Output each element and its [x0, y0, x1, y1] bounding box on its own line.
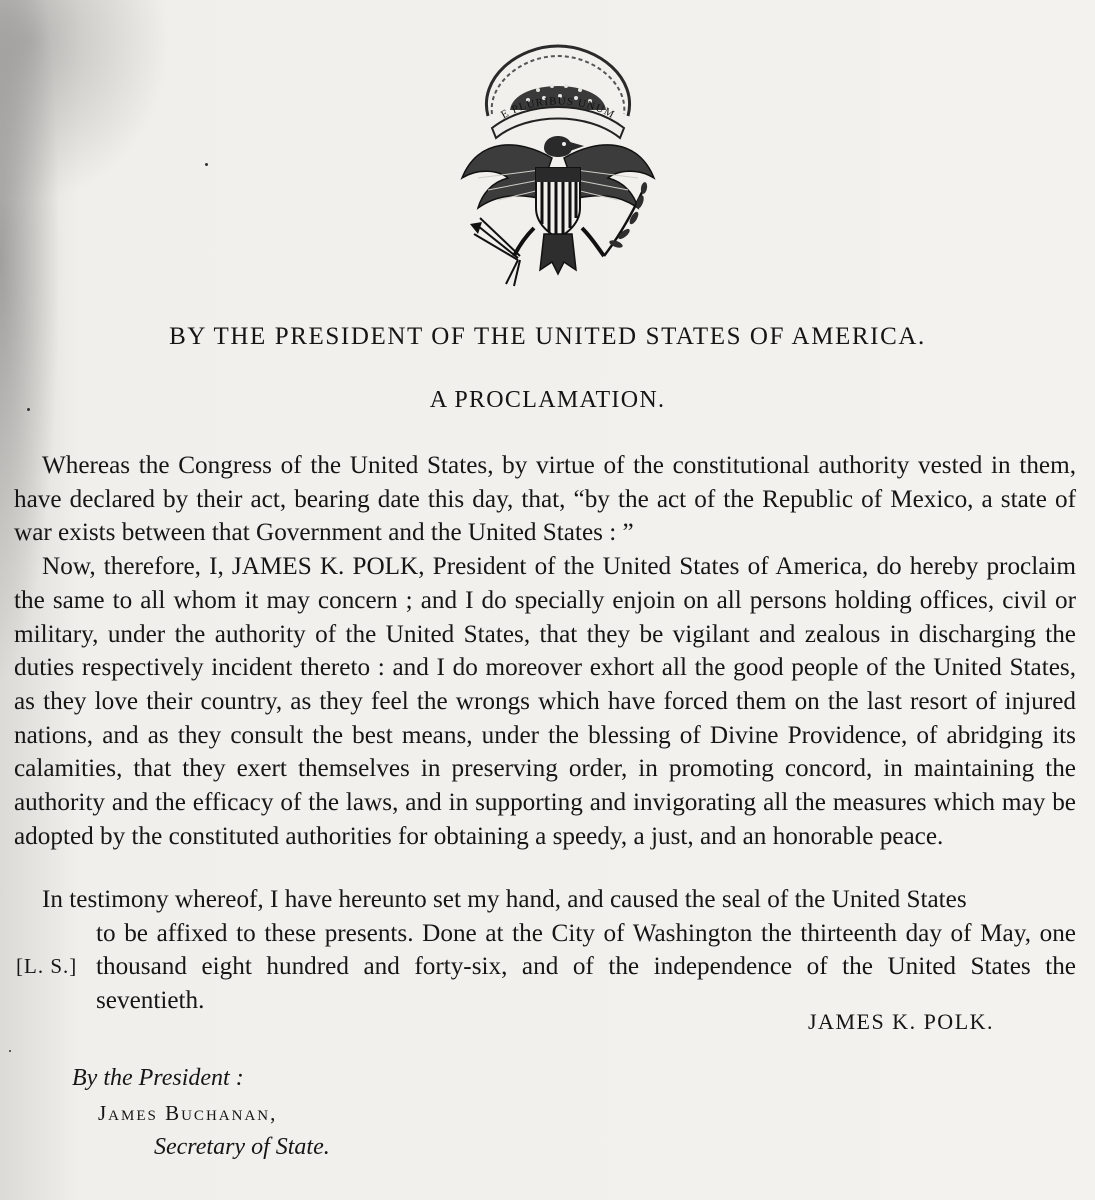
testimony-clause	[14, 883, 1076, 1018]
secretary-name: James Buchanan,	[98, 1101, 278, 1125]
ink-speck	[9, 1050, 11, 1052]
president-signature: JAMES K. POLK.	[808, 1009, 995, 1034]
testimony-first-line: In testimony whereof, I have hereunto set my hand, and caused the seal of the United States	[42, 886, 967, 913]
ink-speck	[205, 163, 208, 166]
whereas-paragraph: Whereas the Congress of the United States, by virtue of the constitutional authority vested in them, have declared by their act, bearing date this day, that, “by the act of the Republic of Mexico, a state of war exists between that Government and the United States : ”	[14, 452, 1076, 547]
proclamation-body	[14, 449, 1076, 853]
seal-motto: E PLURIBUS UNUM	[498, 95, 617, 122]
secretary-title: Secretary of State.	[154, 1134, 330, 1160]
proclamation-subtitle: A PROCLAMATION.	[429, 387, 666, 413]
testimony-continuation: to be affixed to these presents. Done at the City of Washington the thirteenth day of May, one thousand eight hundred and forty-six, and of the independence of the United States the seventieth.	[96, 919, 1076, 1015]
proclamation-title: BY THE PRESIDENT OF THE UNITED STATES OF AMERICA.	[169, 323, 926, 350]
great-seal-eagle-icon	[448, 38, 668, 288]
attestation-by-line: By the President :	[72, 1065, 244, 1091]
seal-mark: [L. S.]	[16, 954, 78, 978]
now-therefore-paragraph: Now, therefore, I, JAMES K. POLK, President of the United States of America, do hereby proclaim the same to all whom it may concern ; and I do specially enjoin on all persons holding offices, civil or military, under the authority of the United States, that they be vigilant and zealous in discharging the duties respectively incident thereto : and I do moreover exhort all the good people of the United States, as they love their country, as they feel the wrongs which have forced them on the last resort of injured nations, and as they consult the best means, under the blessing of Divine Providence, of abridging its calamities, that they exert themselves in preserving order, in promoting concord, in maintaining the authority and the efficacy of the laws, and in supporting and invigorating all the measures which may be adopted by the constituted authorities for obtaining a speedy, a just, and an honorable peace.	[14, 553, 1076, 850]
